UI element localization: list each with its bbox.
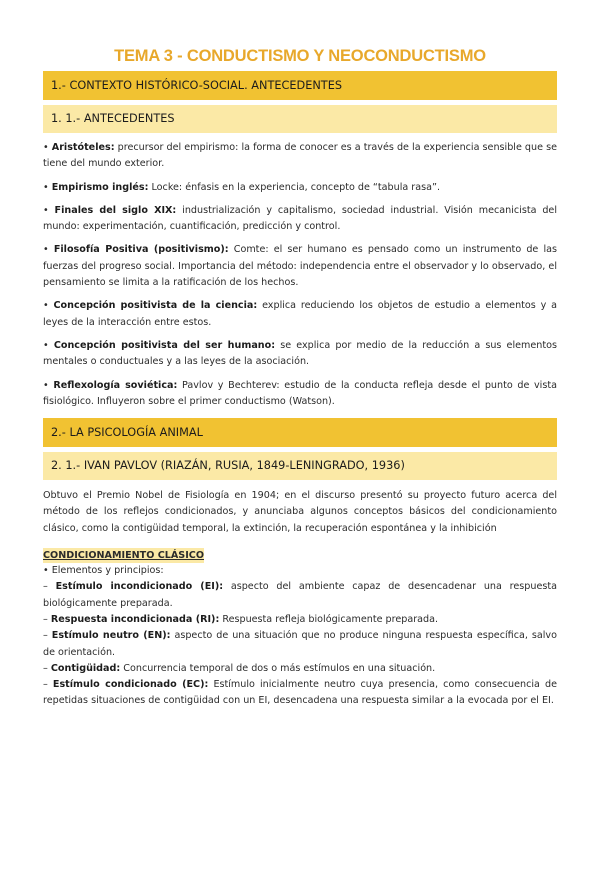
item-term: Filosofía Positiva (positivismo): (53, 244, 229, 256)
bullet: • (43, 339, 49, 351)
item-term: Respuesta incondicionada (RI): (50, 613, 220, 625)
item-term: Estímulo condicionado (EC): (52, 679, 209, 691)
item-term: Concepción positivista de la ciencia: (53, 300, 258, 312)
section-2-heading: 2.- LA PSICOLOGÍA ANIMAL (43, 418, 557, 447)
list-item (43, 378, 557, 411)
bullet: • (43, 244, 49, 256)
page-title: TEMA 3 - CONDUCTISMO Y NEOCONDUCTISMO (114, 47, 486, 65)
item-text: Concurrencia temporal de dos o más estímulos en una situación. (123, 662, 436, 674)
list-item (43, 338, 557, 371)
item-text: Pavlov y Bechterev: estudio de la conducta refleja desde el punto de vista fisiológico. Influyeron sobre el primer conductismo (Watson). (43, 379, 557, 407)
item-term: Concepción positivista del ser humano: (53, 339, 276, 351)
item-text: Estímulo inicialmente neutro cuya presencia, como consecuencia de repetidas situaciones de contigüidad con un EI, desencadena una respuesta similar a la evocada por el EI. (43, 679, 557, 707)
bullet: • (43, 142, 49, 153)
bullet: • (43, 204, 49, 216)
antecedentes-list (43, 140, 557, 410)
item-text: aspecto del ambiente capaz de desencadenar una respuesta biológicamente preparada. (43, 581, 557, 609)
elements-label: • Elementos y principios: (43, 565, 164, 577)
dash: – (43, 662, 48, 674)
list-item (43, 180, 557, 196)
item-term: Estímulo incondicionado (EI): (55, 581, 224, 593)
section-2-subheading: 2. 1.- IVAN PAVLOV (RIAZÁN, RUSIA, 1849-LENINGRADO, 1936) (43, 452, 557, 480)
item-term: Finales del siglo XIX: (54, 204, 177, 216)
item-text: Locke: énfasis en la experiencia, concepto de “tabula rasa”. (151, 181, 441, 193)
dash: – (43, 679, 48, 691)
item-text: explica reduciendo los objetos de estudio a elementos y a leyes de la interacción entre estos. (43, 300, 557, 328)
list-item (43, 677, 557, 710)
bullet: • (43, 300, 49, 312)
condicionamiento-clasico-title: CONDICIONAMIENTO CLÁSICO (43, 550, 204, 562)
list-item (43, 661, 557, 677)
list-item (43, 242, 557, 291)
bullet: • (43, 379, 49, 391)
list-item (43, 628, 557, 661)
item-text: Comte: el ser humano es pensado como un instrumento de las fuerzas del progreso social. Importancia del método: independencia entre el observador y lo observado, el pensamiento se limita a la ratificación de los hechos. (43, 244, 557, 289)
item-text: Respuesta refleja biológicamente preparada. (222, 613, 439, 625)
pavlov-intro: Obtuvo el Premio Nobel de Fisiología en 1904; en el discurso presentó su proyecto futuro acerca del método de los reflejos condicionados, y anunciaba algunos conceptos básicos del condicionamiento clásico, como la contigüidad temporal, la extinción, la recuperación espontánea y la inhibición (43, 490, 557, 534)
dash: – (43, 630, 48, 642)
section-1-subheading: 1. 1.- ANTECEDENTES (43, 105, 557, 133)
item-term: Contigüidad: (50, 662, 121, 674)
item-term: Empirismo inglés: (51, 181, 149, 193)
item-text: se explica por medio de la reducción a sus elementos mentales o conductuales y a las leyes de la asociación. (43, 339, 557, 368)
item-text: industrialización y capitalismo, sociedad industrial. Visión mecanicista del mundo: experimentación, cuantificación, predicción y control. (43, 204, 557, 233)
list-item (43, 203, 557, 236)
dash: – (43, 581, 48, 593)
item-term: Estímulo neutro (EN): (51, 630, 171, 642)
document-page (0, 44, 600, 892)
elements-list (43, 579, 557, 709)
list-item (43, 140, 557, 173)
item-text: precursor del empirismo: la forma de conocer es a través de la experiencia sensible que se tiene del mundo exterior. (43, 142, 557, 170)
item-term: Reflexología soviética: (53, 379, 178, 391)
item-term: Aristóteles: (51, 142, 115, 153)
dash: – (43, 613, 48, 625)
list-item (43, 612, 557, 628)
bullet: • (43, 181, 49, 193)
list-item (43, 298, 557, 331)
section-1-heading: 1.- CONTEXTO HISTÓRICO-SOCIAL. ANTECEDENTES (43, 71, 557, 100)
list-item (43, 579, 557, 612)
item-text: aspecto de una situación que no produce ninguna respuesta específica, salvo de orientación. (43, 630, 557, 658)
